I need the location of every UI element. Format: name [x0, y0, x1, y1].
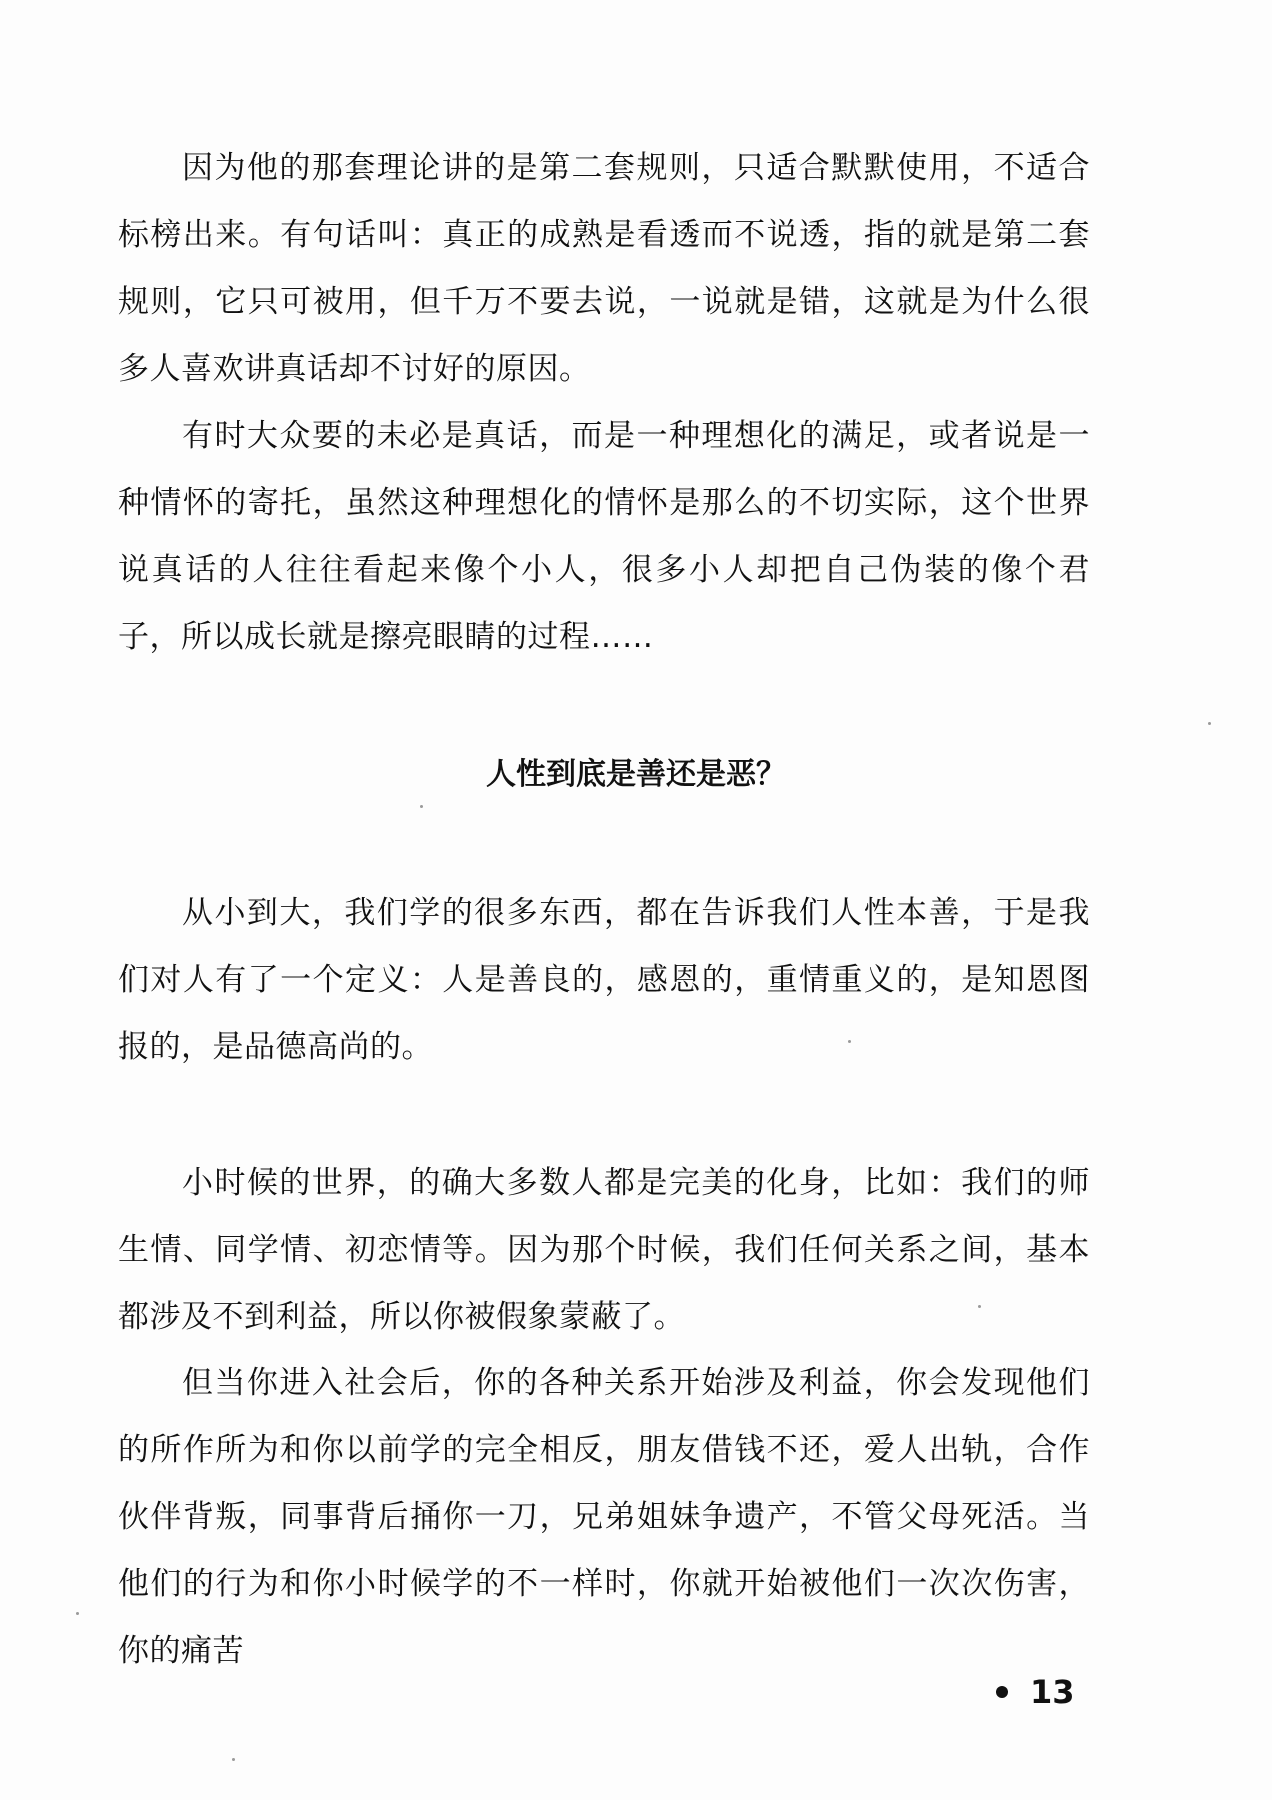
page-footer	[996, 1670, 1075, 1714]
page-number: 13	[1030, 1673, 1075, 1711]
scan-speck	[848, 1040, 851, 1043]
scan-speck	[420, 805, 423, 808]
paragraph-human-nature-good: 从小到大，我们学的很多东西，都在告诉我们人性本善，于是我们对人有了一个定义：人是善良的，感恩的，重情重义的，是知恩图报的，是品德高尚的。	[118, 895, 1090, 1065]
scan-speck	[76, 1612, 79, 1615]
paragraph-entering-society: 但当你进入社会后，你的各种关系开始涉及利益，你会发现他们的所作所为和你以前学的完全相反，朋友借钱不还，爱人出轨，合作伙伴背叛，同事背后捅你一刀，兄弟姐妹争遗产，不管父母死活。当他们的行为和你小时候学的不一样时，你就开始被他们一次次伤害，你的痛苦	[118, 1365, 1090, 1669]
paragraph-second-rule: 因为他的那套理论讲的是第二套规则，只适合默默使用，不适合标榜出来。有句话叫：真正的成熟是看透而不说透，指的就是第二套规则，它只可被用，但千万不要去说，一说就是错，这就是为什么很多人喜欢讲真话却不讨好的原因。	[118, 150, 1090, 387]
section-heading: 人性到底是善还是恶？	[486, 757, 786, 792]
scan-speck	[232, 1758, 235, 1761]
paragraph-childhood-world: 小时候的世界，的确大多数人都是完美的化身，比如：我们的师生情、同学情、初恋情等。因为那个时候，我们任何关系之间，基本都涉及不到利益，所以你被假象蒙蔽了。	[118, 1165, 1090, 1335]
paragraph-idealized-satisfaction: 有时大众要的未必是真话，而是一种理想化的满足，或者说是一种情怀的寄托，虽然这种理想化的情怀是那么的不切实际，这个世界说真话的人往往看起来像个小人，很多小人却把自己伪装的像个君子，所以成长就是擦亮眼睛的过程……	[118, 418, 1090, 655]
scan-speck	[1208, 722, 1211, 725]
scan-speck	[978, 1305, 981, 1308]
bullet-dot-icon	[996, 1686, 1008, 1698]
